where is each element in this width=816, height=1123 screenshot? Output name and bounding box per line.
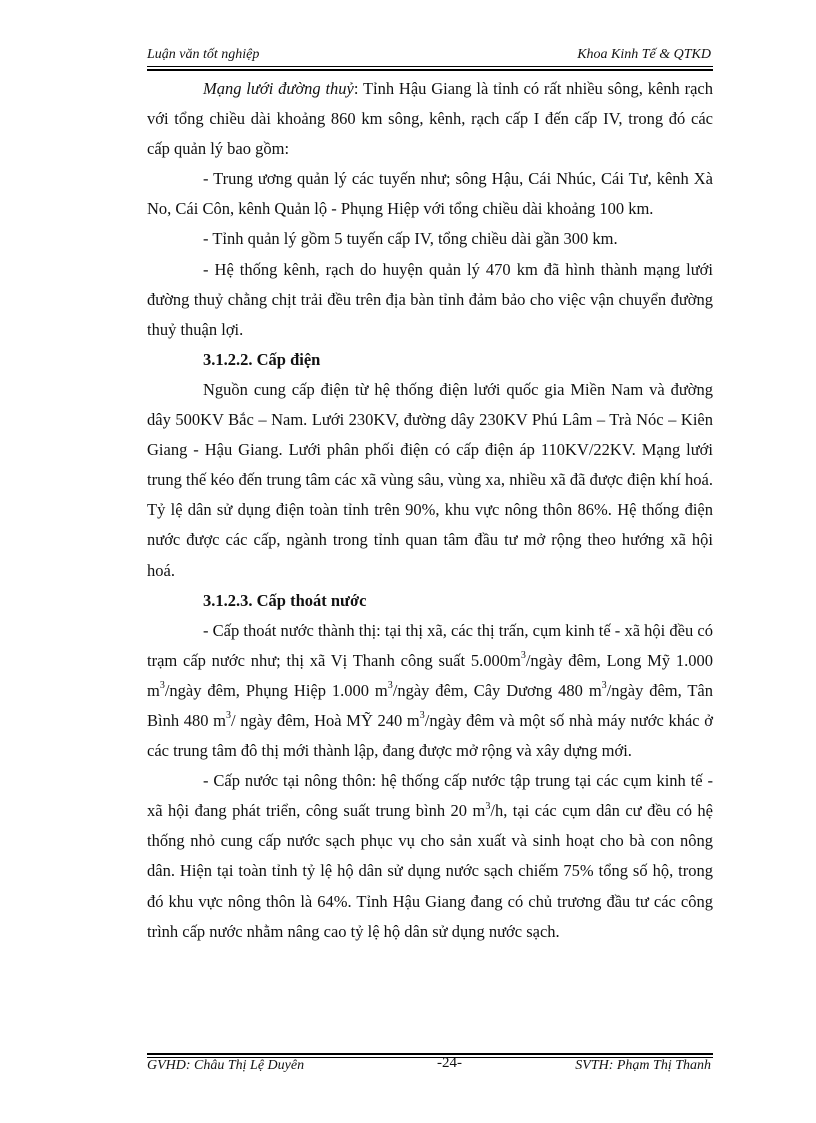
paragraph-urban-water: - Cấp thoát nước thành thị: tại thị xã, các thị trấn, cụm kinh tế - xã hội đều có trạm cấp nước như; thị xã Vị Thanh công suất $5.000m^3$/ngày đêm, Long Mỹ 1.000 $m^3$/ngày đêm, Phụng Hiệp 1.000 $m^3$/ngày đêm, Cây Dương 480 $m^3$/ngày đêm, Tân Bình 480 $m^3/$ ngày đêm, Hoà MỸ 240 $m^3$/ngày đêm và một số nhà máy nước khác ở các trung tâm đô thị mới thành lập, đang được mở rộng và xây dựng mới. (147, 620, 714, 761)
page-number: -24- (437, 1055, 462, 1071)
page-header (147, 47, 713, 67)
paragraph-district: - Hệ thống kênh, rạch do huyện quản lý 470 km đã hình thành mạng lưới đường thuỷ chằng chịt trải đều trên địa bàn tỉnh đảm bảo cho việc vận chuyển đường thuỷ thuận lợi. (147, 259, 713, 339)
footer-student: SVTH: Phạm Thị Thanh (575, 1058, 711, 1073)
paragraph-central: - Trung ương quản lý các tuyến như; sông Hậu, Cái Nhúc, Cái Tư, kênh Xà No, Cái Côn, kênh Quản lộ - Phụng Hiệp với tổng chiều dài khoảng 100 km. (147, 169, 713, 219)
heading-water: 3.1.2.3. Cấp thoát nước (203, 590, 367, 610)
header-rule (147, 66, 713, 67)
page-body (147, 74, 713, 947)
waterway-lead: Mạng lưới đường thuỷ (203, 79, 354, 98)
header-left: Luận văn tốt nghiệp (147, 47, 260, 62)
paragraph-rural-water: - Cấp nước tại nông thôn: hệ thống cấp nước tập trung tại các cụm kinh tế - xã hội đang phát triển, công suất trung bình 20 $m^3/h$, tại các cụm dân cư đều có hệ thống nhỏ cung cấp nước sạch phục vụ cho sản xuất và sinh hoạt cho bà con nông dân. Hiện tại toàn tỉnh tỷ lệ hộ dân sử dụng nước sạch chiếm 75% tổng số hộ, trong đó khu vực nông thôn là 64%. Tỉnh Hậu Giang đang có chủ trương đầu tư các công trình cấp nước nhằm nâng cao tỷ lệ hộ dân sử dụng nước sạch. (147, 771, 714, 941)
paragraph-electricity: Nguồn cung cấp điện từ hệ thống điện lưới quốc gia Miền Nam và đường dây 500KV Bắc – Nam. Lưới 230KV, đường dây 230KV Phú Lâm – Trà Nóc – Kiên Giang - Hậu Giang. Lưới phân phối điện có cấp điện áp 110KV/22KV. Mạng lưới trung thế kéo đến trung tâm các xã vùng sâu, vùng xa, nhiều xã đã được điện khí hoá. Tỷ lệ dân sử dụng điện toàn tỉnh trên 90%, khu vực nông thôn 86%. Hệ thống điện nước được các cấp, ngành trong tỉnh quan tâm đầu tư mở rộng theo hướng xã hội hoá. (147, 379, 713, 580)
footer-rule-thick (147, 1053, 713, 1055)
header-right: Khoa Kinh Tế & QTKD (577, 47, 711, 62)
paragraph-waterway: Mạng lưới đường thuỷ: Tỉnh Hậu Giang là tỉnh có rất nhiều sông, kênh rạch với tổng chiều dài khoảng 860 km sông, kênh, rạch cấp I đến cấp IV, trong đó các cấp quản lý bao gồm: (147, 79, 713, 159)
footer-advisor: GVHD: Châu Thị Lệ Duyên (147, 1058, 305, 1073)
page-footer (147, 1055, 713, 1078)
paragraph-province: - Tỉnh quản lý gồm 5 tuyến cấp IV, tổng chiều dài gần 300 km. (203, 229, 618, 249)
heading-electricity: 3.1.2.2. Cấp điện (203, 349, 321, 369)
header-rule-thick (147, 69, 713, 71)
